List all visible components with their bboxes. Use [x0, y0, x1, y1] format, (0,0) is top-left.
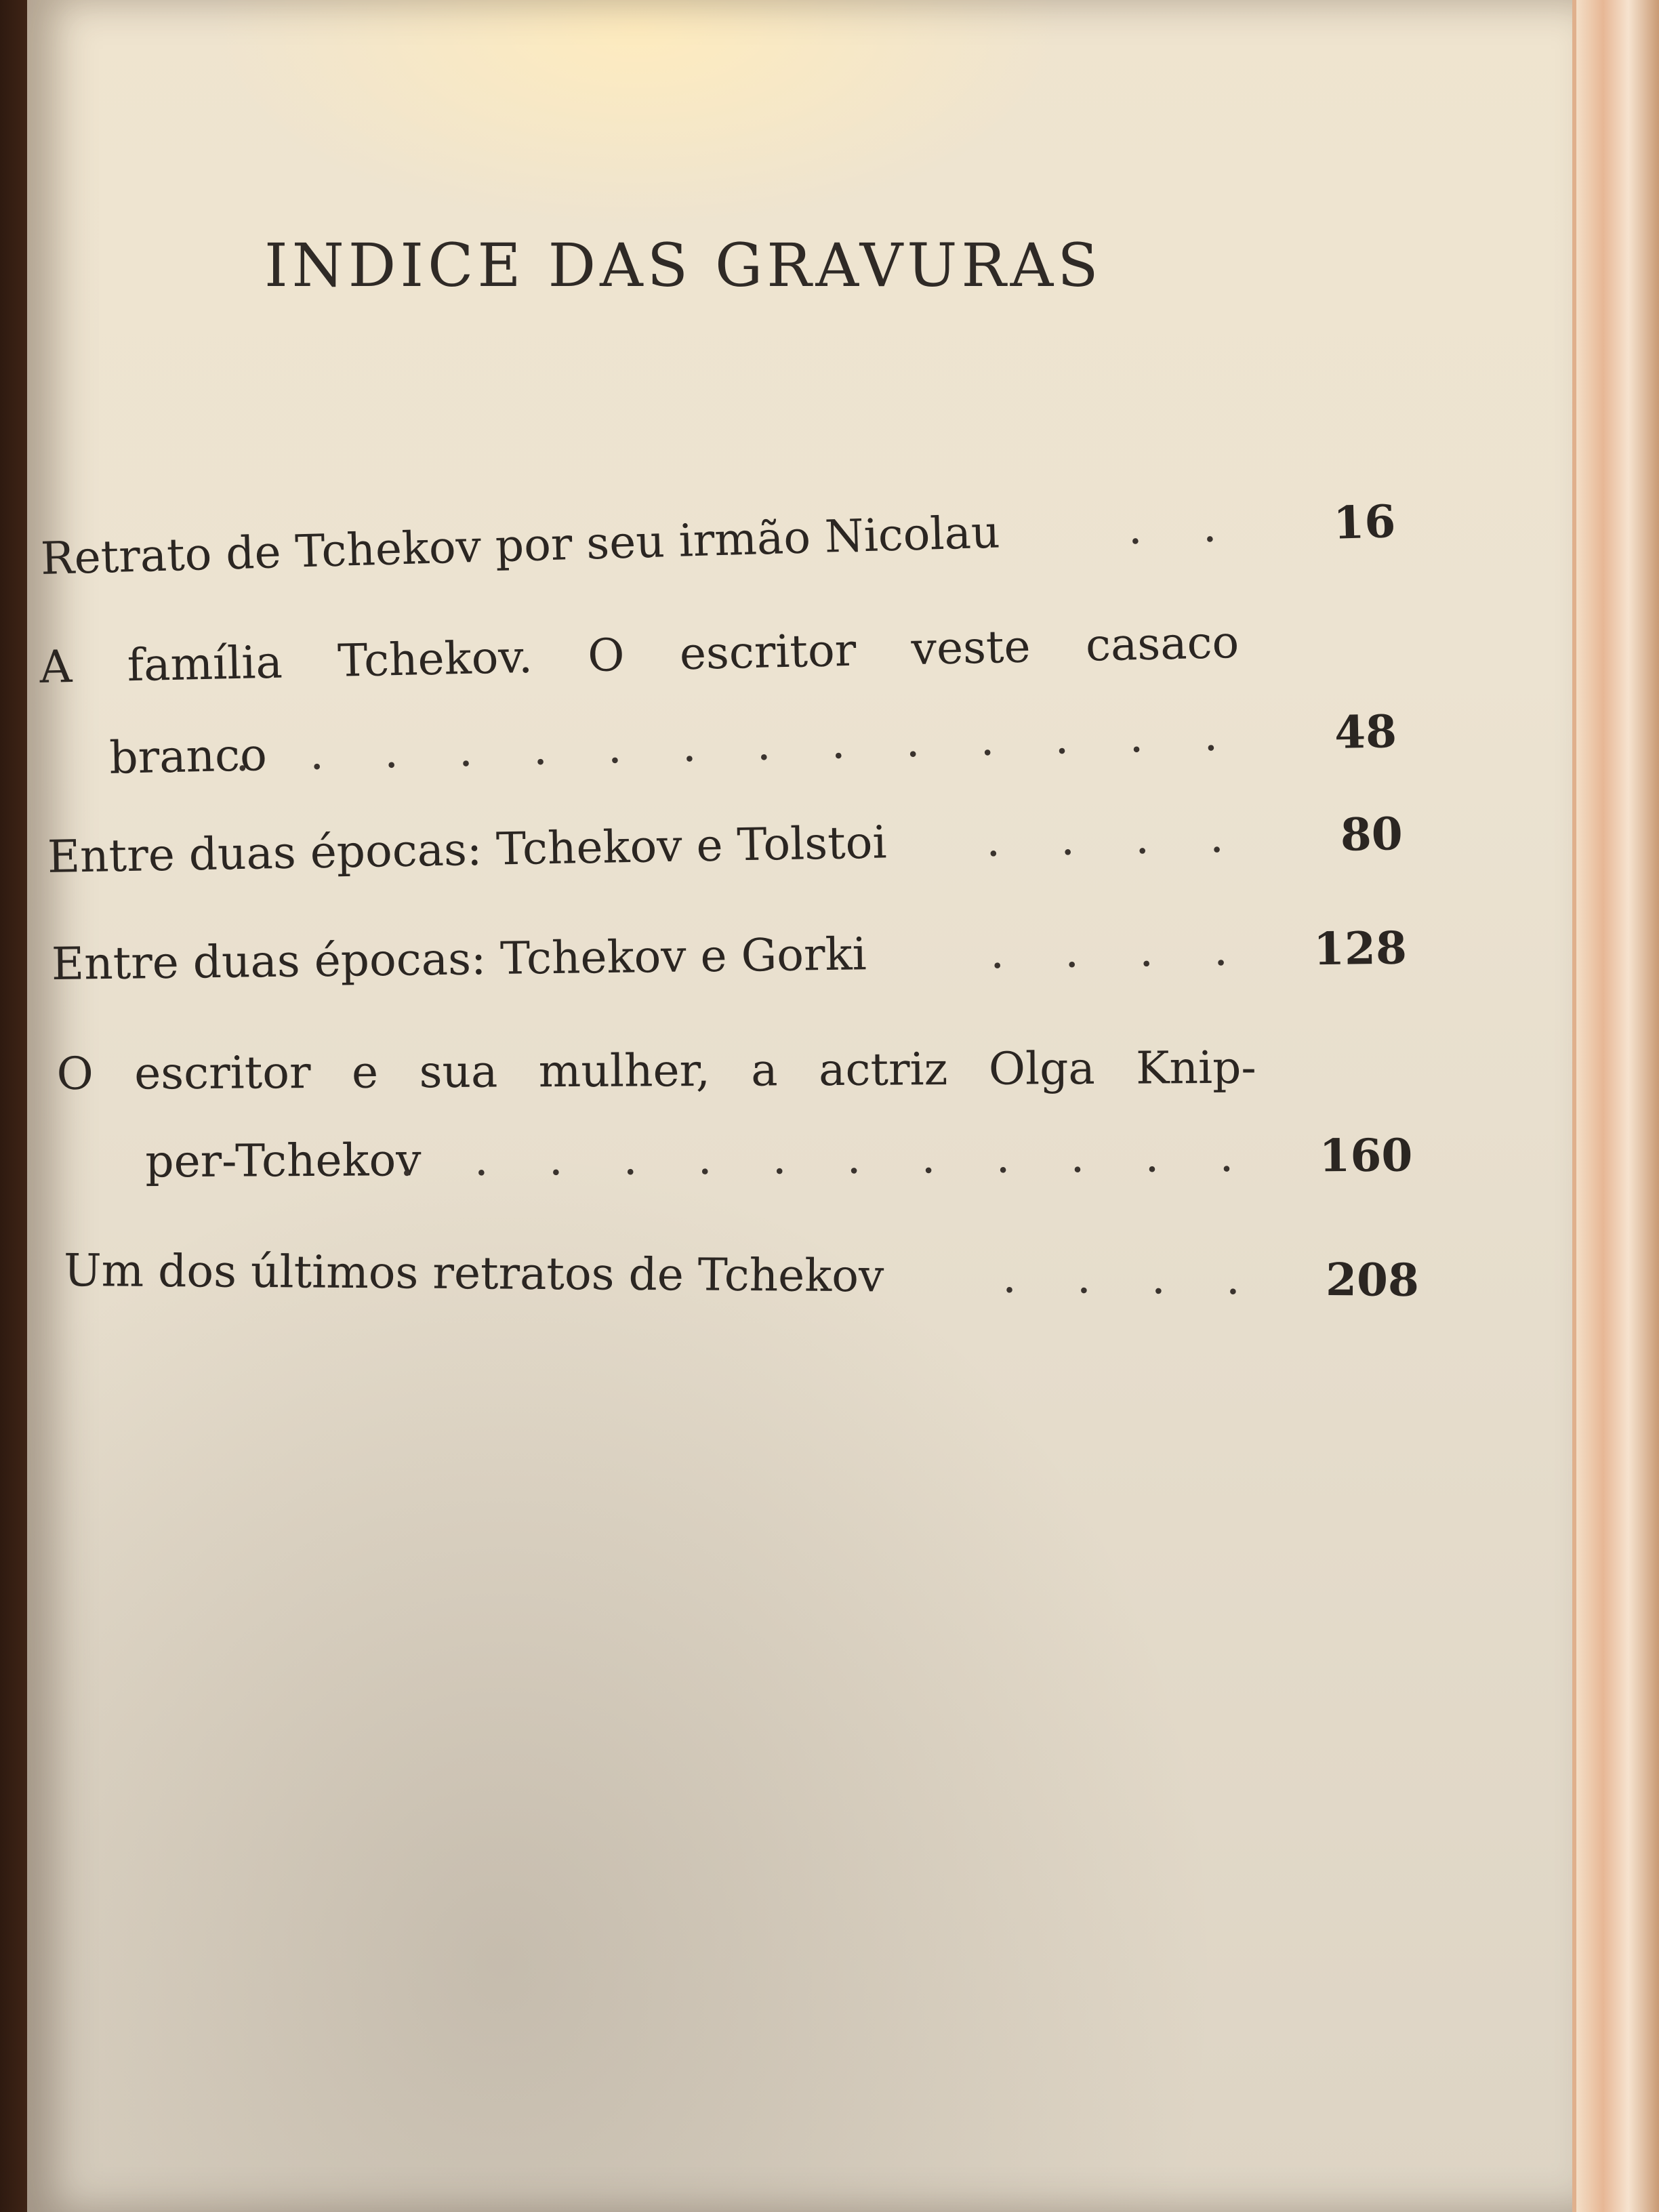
book-page: [27, 0, 1576, 2212]
toc-page-number: 160: [1319, 1128, 1413, 1183]
leader-dots: . . . .: [1002, 1250, 1264, 1305]
toc-entry-line: [39, 612, 1240, 698]
toc-entry: [47, 803, 1403, 888]
toc-entry-line: [47, 806, 1247, 888]
toc-entry-line: [56, 1038, 1256, 1105]
toc-page-number: 16: [1332, 495, 1397, 550]
toc-entry-title: Retrato de Tchekov por seu irmão Nicolau: [39, 506, 1001, 585]
toc-page-number: 80: [1340, 807, 1404, 861]
leader-dots: . .: [1127, 499, 1241, 555]
toc-entry-line: [64, 1240, 1264, 1309]
toc-entry-line: [40, 495, 1241, 590]
toc-page-number: 128: [1313, 921, 1408, 976]
toc-entry-title-continued: per-Tchekov: [145, 1134, 422, 1188]
toc-entry-title: O escritor e sua mulher, a actriz Olga Knip-: [56, 1041, 1256, 1101]
toc-entry: [39, 609, 1397, 790]
leader-dots: . . . .: [989, 923, 1252, 979]
toc-entry-title: Um dos últimos retratos de Tchekov: [63, 1244, 884, 1303]
toc-entry: [51, 918, 1407, 995]
toc-page-number: 48: [1334, 705, 1397, 760]
toc-entry: [40, 491, 1397, 590]
toc-entry-title: Entre duas épocas: Tchekov e Gorki: [51, 928, 867, 990]
toc-entry-title: Entre duas épocas: Tchekov e Tolstoi: [47, 816, 888, 883]
leader-dots: . . . .: [985, 810, 1248, 867]
toc-entry-line-continued: [41, 704, 1241, 790]
toc-entry-line-continued: [57, 1126, 1256, 1193]
leader-dots: . . . . . . . . . . . .: [399, 1129, 1257, 1187]
leader-dots: . . . . . . . . . . . . . .: [234, 708, 1242, 781]
toc-entry-line: [51, 919, 1251, 995]
toc-entry-title-continued: branco: [108, 729, 268, 784]
toc-entry-title: A família Tchekov. O escritor veste casaco: [39, 615, 1240, 694]
toc-entry: [64, 1240, 1420, 1311]
page-title: INDICE DAS GRAVURAS: [264, 230, 1103, 300]
toc-entry: [56, 1037, 1412, 1193]
toc-page-number: 208: [1325, 1253, 1420, 1307]
